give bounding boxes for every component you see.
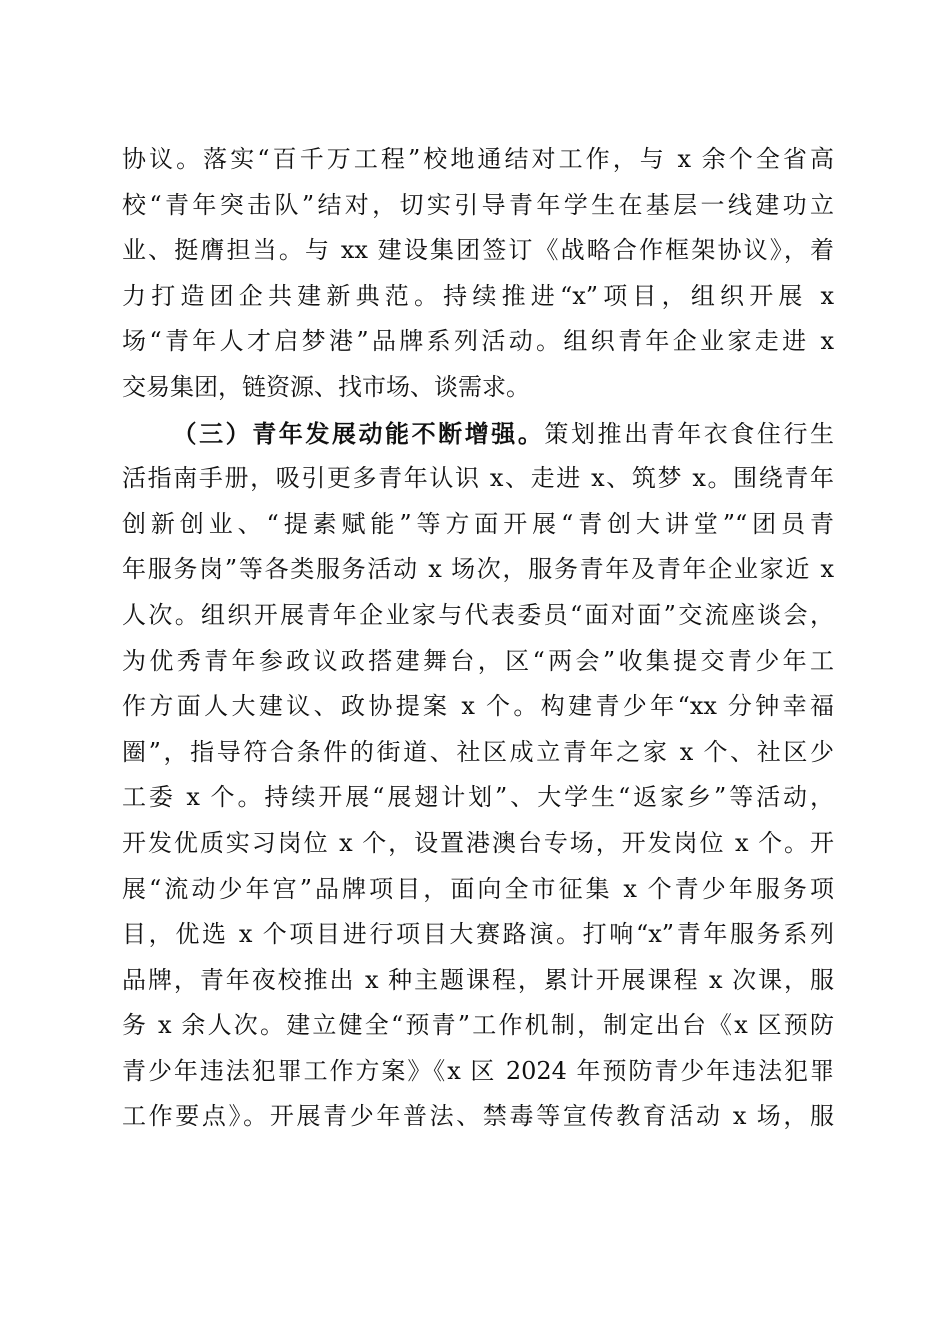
text-line: 展“流动少年宫”品牌项目，面向全市征集 x 个青少年服务项: [122, 874, 834, 903]
text-line: 开发优质实习岗位 x 个，设置港澳台专场，开发岗位 x 个。开: [122, 828, 834, 857]
text-line: 圈”，指导符合条件的街道、社区成立青年之家 x 个、社区少: [122, 737, 834, 766]
text-line: 交易集团，链资源、找市场、谈需求。: [122, 372, 530, 401]
section-heading: （三）青年发展动能不断增强。: [170, 418, 545, 448]
text-line: 务 x 余人次。建立健全“预青”工作机制，制定出台《x 区预防: [122, 1011, 834, 1040]
text-line: 作方面人大建议、政协提案 x 个。构建青少年“xx 分钟幸福: [122, 692, 834, 721]
text-line: 青少年违法犯罪工作方案》《x 区 2024 年预防青少年违法犯罪: [122, 1056, 834, 1085]
text-line: 创新创业、“提素赋能”等方面开展“青创大讲堂”“团员青: [122, 509, 834, 538]
text-line: 工作要点》。开展青少年普法、禁毒等宣传教育活动 x 场，服: [122, 1102, 834, 1131]
text-line: 协议。落实“百千万工程”校地通结对工作，与 x 余个全省高: [122, 145, 834, 173]
text-line: 为优秀青年参政议政搭建舞台，区“两会”收集提交青少年工: [122, 646, 834, 675]
text-line: 年服务岗”等各类服务活动 x 场次，服务青年及青年企业家近 x: [122, 555, 834, 584]
paragraph-1: [122, 137, 834, 411]
text-line: 工委 x 个。持续开展“展翅计划”、大学生“返家乡”等活动，: [122, 783, 834, 812]
text-line: 业、挺膺担当。与 xx 建设集团签订《战略合作框架协议》，着: [122, 236, 834, 265]
text-line: 目，优选 x 个项目进行项目大赛路演。打响“x”青年服务系列: [122, 920, 834, 949]
paragraph-2-first-line: [122, 411, 834, 457]
text-line: 力打造团企共建新典范。持续推进“x”项目，组织开展 x: [122, 281, 834, 310]
paragraph-2: [122, 411, 834, 1141]
text-line: 校“青年突击队”结对，切实引导青年学生在基层一线建功立: [122, 190, 834, 219]
text-line: 人次。组织开展青年企业家与代表委员“面对面”交流座谈会，: [122, 600, 834, 629]
document-body: [122, 137, 834, 1140]
text-segment: 策划推出青年衣食住行生: [544, 419, 835, 448]
text-line: 场“青年人才启梦港”品牌系列活动。组织青年企业家走进 x: [122, 327, 834, 356]
text-line: 活指南手册，吸引更多青年认识 x、走进 x、筑梦 x。围绕青年: [122, 464, 834, 493]
text-line: 品牌，青年夜校推出 x 种主题课程，累计开展课程 x 次课，服: [122, 965, 834, 994]
